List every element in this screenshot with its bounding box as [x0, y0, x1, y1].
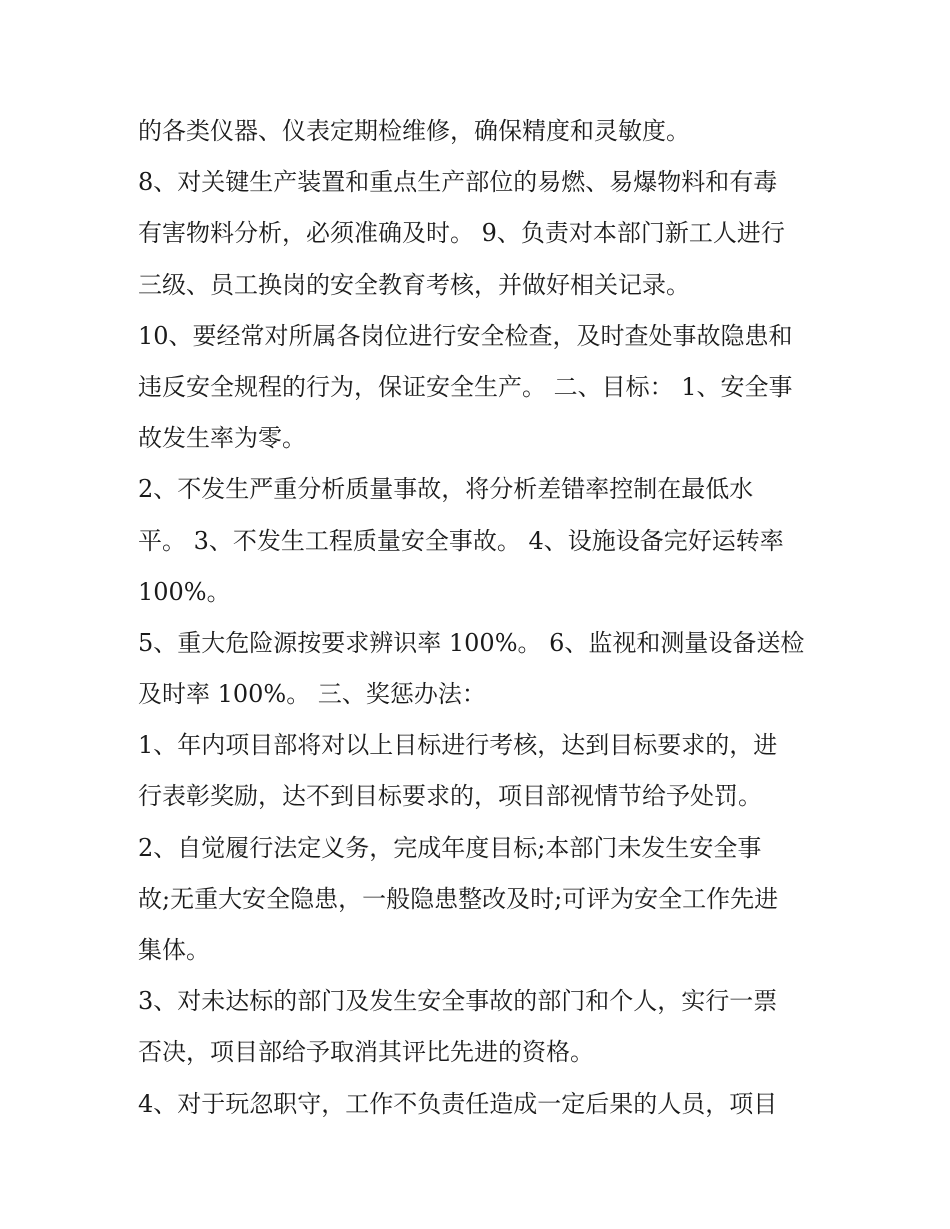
text-line: 2、不发生严重分析质量事故，将分析差错率控制在最低水: [138, 475, 754, 504]
text-line: 5、重大危险源按要求辨识率 100%。 6、监视和测量设备送检: [138, 628, 805, 657]
text-line: 8、对关键生产装置和重点生产部位的易燃、易爆物料和有毒: [138, 168, 778, 197]
text-line: 3、对未达标的部门及发生安全事故的部门和个人，实行一票: [138, 987, 778, 1016]
text-line: 否决，项目部给予取消其评比先进的资格。: [138, 1038, 594, 1067]
text-line: 故;无重大安全隐患，一般隐患整改及时;可评为安全工作先进: [138, 884, 779, 913]
text-line: 4、对于玩忽职守，工作不负责任造成一定后果的人员，项目: [138, 1089, 778, 1118]
document-body: [138, 106, 818, 1130]
text-line: 及时率 100%。 三、奖惩办法：: [138, 680, 486, 709]
text-line: 1、年内项目部将对以上目标进行考核，达到目标要求的，进: [138, 731, 778, 760]
text-line: 平。 3、不发生工程质量安全事故。 4、设施设备完好运转率: [138, 526, 784, 555]
text-line: 2、自觉履行法定义务，完成年度目标;本部门未发生安全事: [138, 833, 762, 862]
text-line: 10、要经常对所属各岗位进行安全检查，及时查处事故隐患和: [138, 321, 793, 350]
text-line: 故发生率为零。: [138, 424, 306, 453]
text-line: 行表彰奖励，达不到目标要求的，项目部视情节给予处罚。: [138, 782, 762, 811]
text-line: 违反安全规程的行为，保证安全生产。 二、目标： 1、安全事: [138, 372, 793, 401]
text-line: 三级、员工换岗的安全教育考核，并做好相关记录。: [138, 270, 690, 299]
text-line: 100%。: [138, 577, 231, 606]
text-line: 集体。: [138, 936, 210, 964]
text-line: 有害物料分析，必须准确及时。 9、负责对本部门新工人进行: [138, 219, 785, 248]
text-line: 的各类仪器、仪表定期检维修，确保精度和灵敏度。: [138, 117, 690, 145]
